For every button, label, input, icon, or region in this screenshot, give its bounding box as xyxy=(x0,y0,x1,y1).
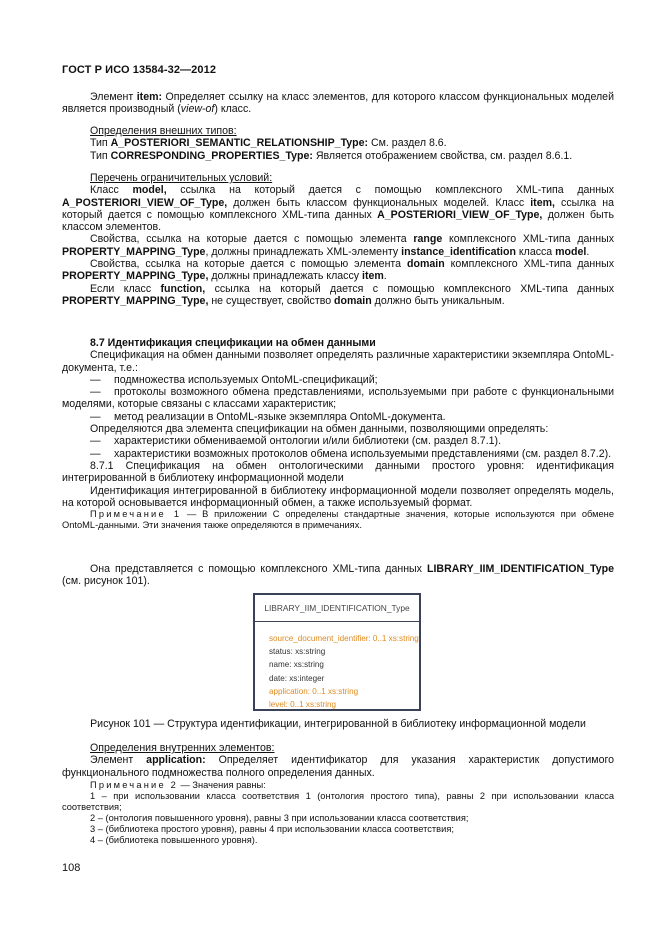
attr-level: level: 0..1 xs:string xyxy=(269,700,337,710)
attr-name: name: xs:string xyxy=(269,660,324,670)
page-number: 108 xyxy=(62,862,81,874)
constraint-4: Если класс function, ссылка на который дается с помощью комплексного XML-типа данных PROPERTY_MAPPING_Type, не существует, свойство domain должно быть уникальным. xyxy=(62,282,614,307)
internal-elements: Определения внутренних элементов: Элемент application: Определяет идентификатор для указания характеристик допустимого функционального подмножества полного определения данных. Примечание 2 — Значения равны: 1 – при использовании класса соответствия 1 (онтология простого типа), равны 2 при использовании класса соответствия; 2 – (онтология повышенного уровня), равны 3 при использовании класса соответствия; 3 – (библиотека простого уровня), равны 4 при использовании класса соответствия; 4 – (библиотека повышенного уровня). xyxy=(62,742,614,845)
note-2: Примечание 2 — Значения равны: 1 – при использовании класса соответствия 1 (онтология простого типа), равны 2 при использовании класса соответствия; 2 – (онтология повышенного уровня), равны 3 при использовании класса соответствия; 3 – (библиотека простого уровня), равны 4 при использовании класса соответствия; 4 – (библиотека повышенного уровня). xyxy=(62,779,614,845)
ext-defs-title: Определения внешних типов: xyxy=(90,125,237,137)
class-box-title: LIBRARY_IIM_IDENTIFICATION_Type xyxy=(264,603,410,613)
attr-date: date: xs:integer xyxy=(269,673,325,683)
constraint-1: Класс model, ссылка на который дается с помощью комплексного XML-типа данных A_POSTERIORI_VIEW_OF_Type, должен быть классом функциональных моделей. Класс item, ссылка на который дается с помощью комплексного XML-типа данных A_POSTERIORI_VIEW_OF_Type, должен быть классом элементов. xyxy=(62,184,615,234)
section-8-7-1-title: 8.7.1 Спецификация на обмен онтологическими данными простого уровня: идентификация интегрированной в библиотеку информационной модели xyxy=(62,459,614,485)
section-8-7-title: 8.7 Идентификация спецификации на обмен данными xyxy=(90,337,376,349)
class-box-divider xyxy=(255,621,419,622)
constraints-title: Перечень ограничительных условий: xyxy=(90,172,273,184)
attr-application: application: 0..1 xs:string xyxy=(269,686,359,696)
section-8-7: 8.7 Идентификация спецификации на обмен данными Спецификация на обмен данными позволяет определять различные характеристики экземпляра OntoML-документа, т.е.: — подмножества используемых OntoML-спецификаций; — протоколы возможного обмена представлениями, используемыми при работе с функциональными моделями, которые связаны с классами характеристик; — метод реализации в OntoML-языке экземпляра OntoML-документа. Определяются два элемента спецификации на обмен данными, позволяющими определять: — характеристики обмениваемой онтологии и/или библиотеки (см. раздел 8.7.1). — характеристики возможных протоколов обмена используемыми представлениями (см. раздел 8.7.2). 8.7.1 Спецификация на обмен онтологическими данными простого уровня: идентификация интегрированной в библиотеку информационной модели Идентификация интегрированной в библиотеку информационной модели позволяет определять модель, на которой основывается информационный обмен, а также используемый формат. Примечание 1 — В приложении С определены стандартные значения, которые используются при обмене OntoML-данными. Эти значения также определяются в примечаниях. xyxy=(62,337,614,531)
document-header: ГОСТ Р ИСО 13584-32—2012 xyxy=(62,64,217,76)
constraints xyxy=(62,172,614,307)
constraint-2: Свойства, ссылка на которые дается с помощью элемента range комплексного XML-типа данных PROPERTY_MAPPING_Type, должны принадлежать XML-элементу instance_identification класса model. xyxy=(62,233,615,258)
constraint-3: Свойства, ссылка на которые дается с помощью элемента domain комплексного XML-типа данных PROPERTY_MAPPING_Type, должны принадлежать классу item. xyxy=(62,258,615,283)
note-1: Примечание 1 — В приложении С определены стандартные значения, которые используются при обмене OntoML-данными. Эти значения также определяются в примечаниях. xyxy=(62,509,614,531)
attr-source-document-identifier: source_document_identifier: 0..1 xs:string xyxy=(269,634,419,643)
type-representation: Она представляется с помощью комплексного XML-типа данных LIBRARY_IIM_IDENTIFICATION_Type (см. рисунок 101). xyxy=(62,563,614,588)
int-defs-title: Определения внутренних элементов: xyxy=(90,742,275,754)
figure-caption: Рисунок 101 — Структура идентификации, интегрированной в библиотеку информационной модели xyxy=(90,718,586,730)
attr-status: status: xs:string xyxy=(269,647,326,657)
external-types: Определения внешних типов: Тип A_POSTERIORI_SEMANTIC_RELATIONSHIP_Type: См. раздел 8.6. Тип CORRESPONDING_PROPERTIES_Type: Является отображением свойства, см. раздел 8.6.1. xyxy=(90,125,573,162)
class-box-attributes xyxy=(269,632,419,711)
figure-101-diagram xyxy=(253,593,421,711)
item-definition: Элемент item: Определяет ссылку на класс элементов, для которого классом функциональных моделей является производный (view-of) класс. xyxy=(62,91,614,116)
